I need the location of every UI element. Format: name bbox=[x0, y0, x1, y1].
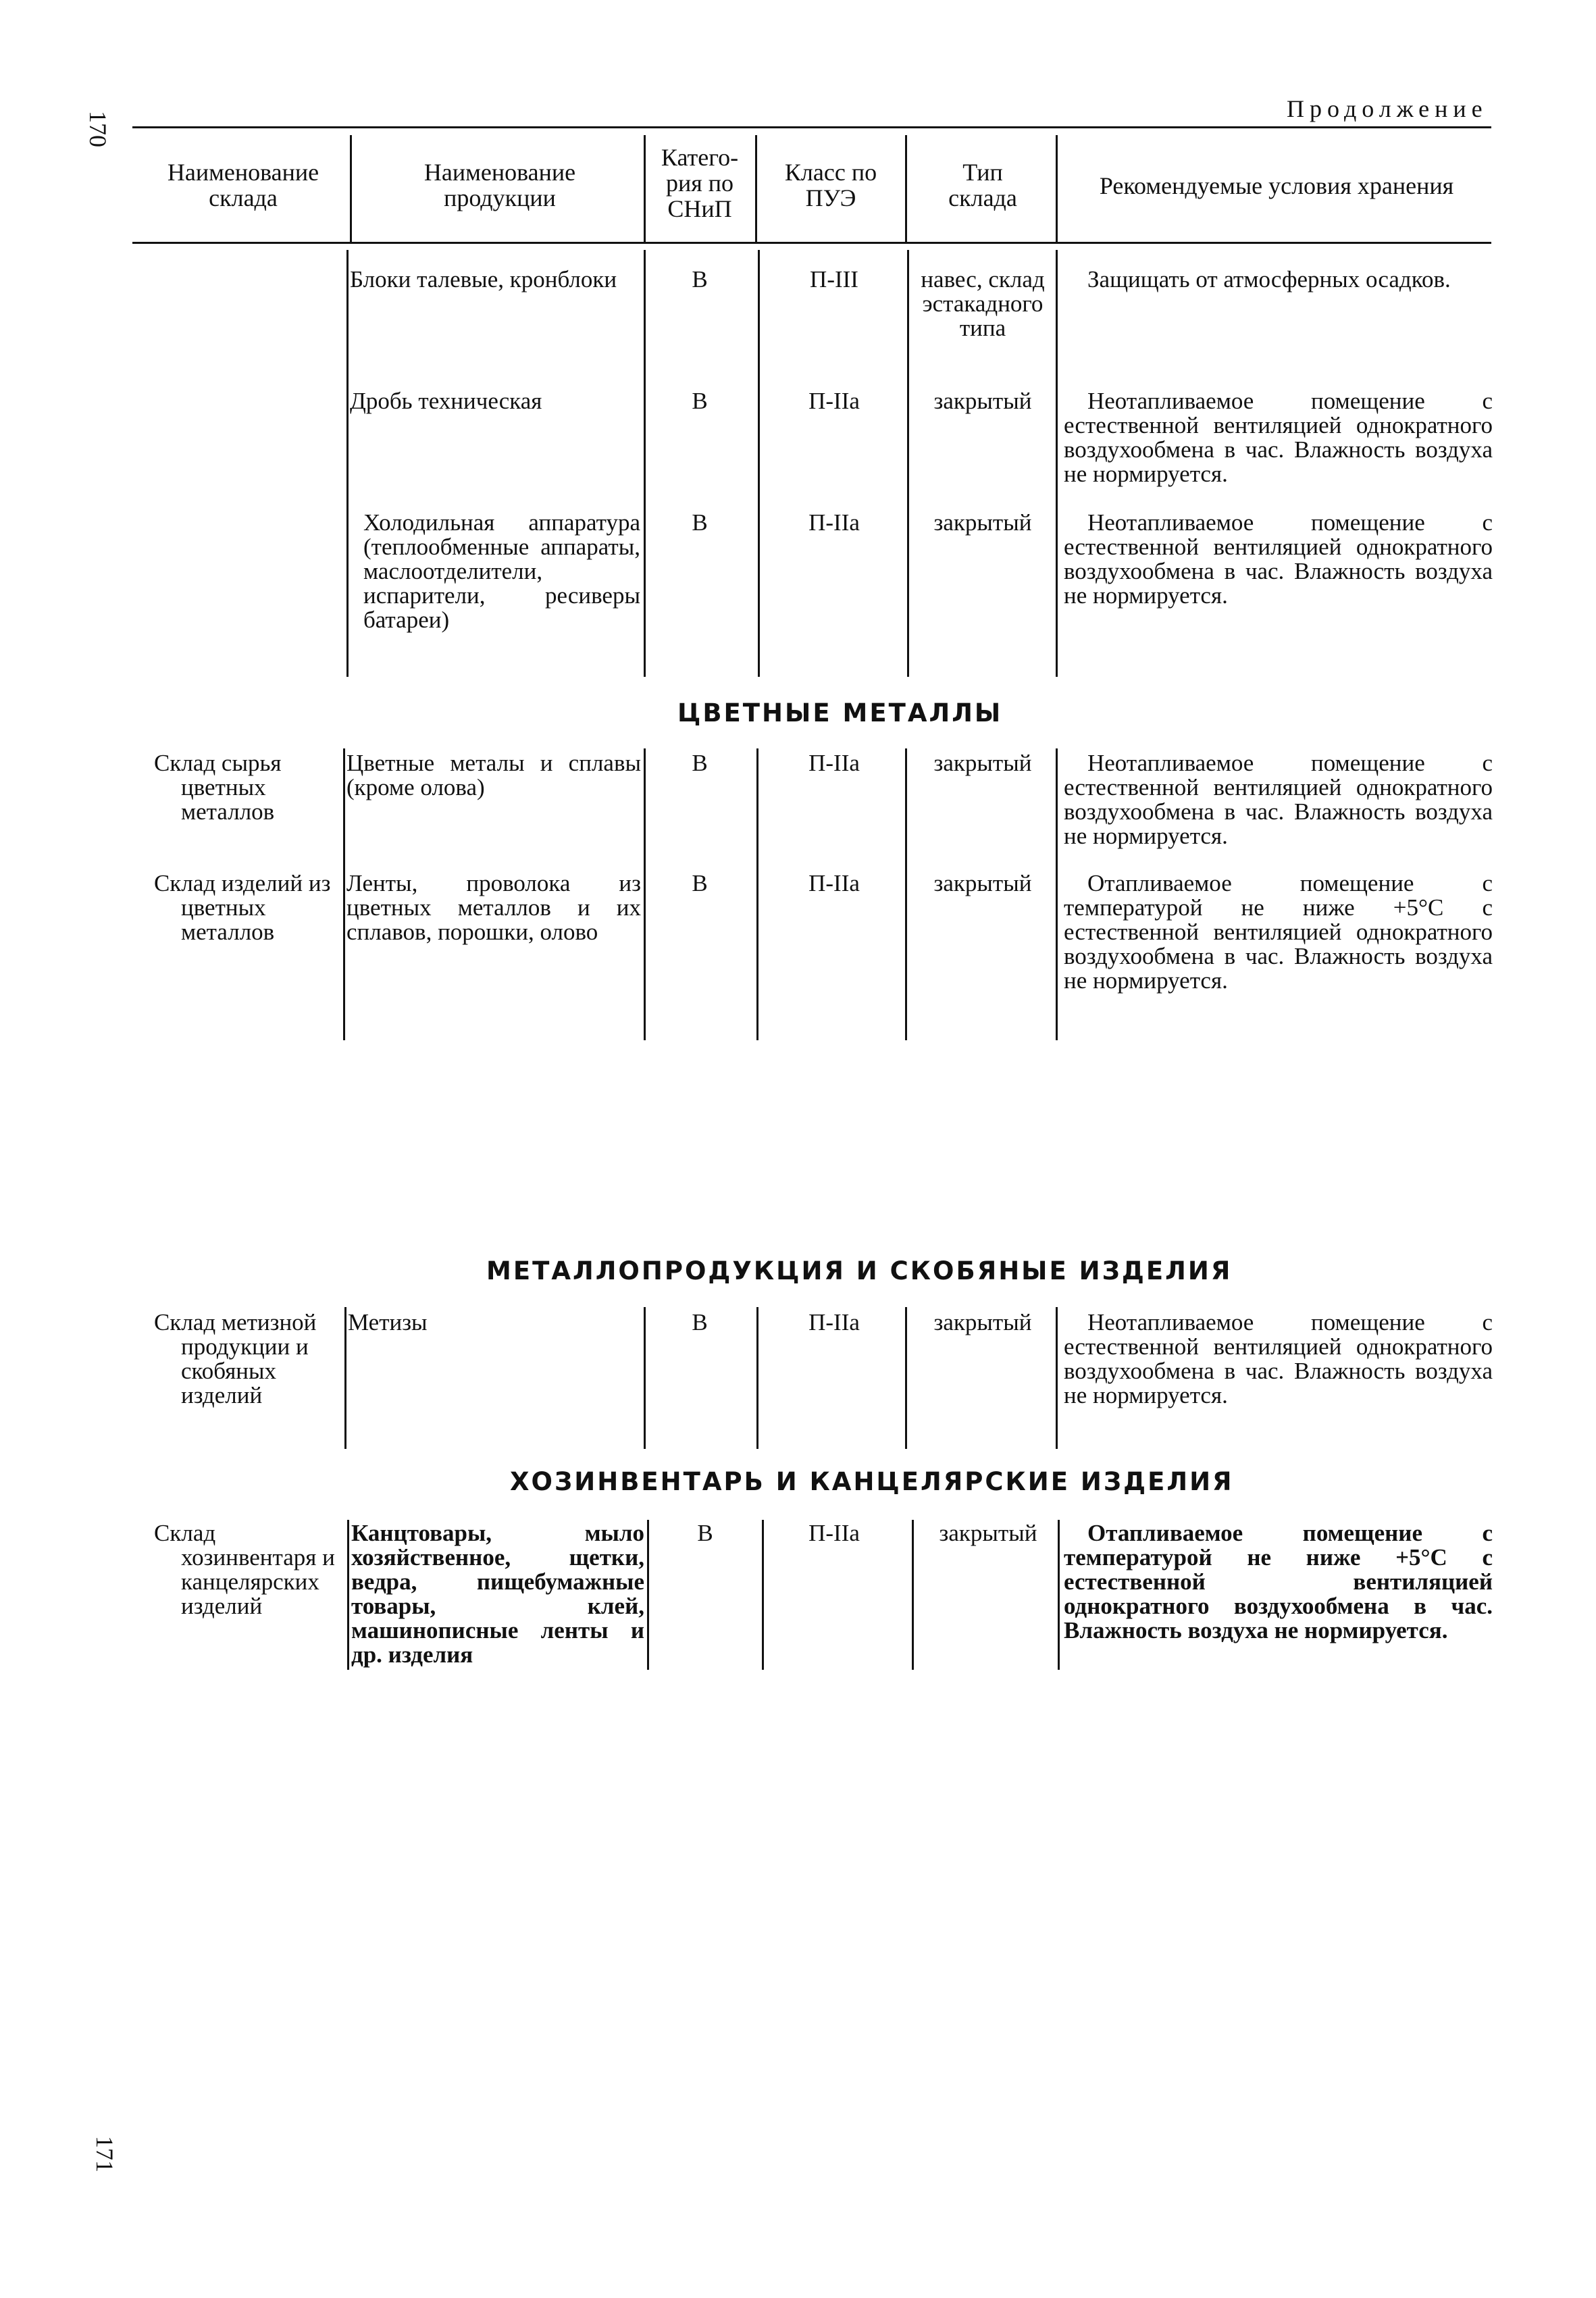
category-cell: В bbox=[692, 388, 708, 414]
type-cell: закрытый bbox=[933, 388, 1032, 414]
category-cell: В bbox=[692, 266, 708, 292]
column-divider bbox=[758, 250, 760, 677]
section-title: ЦВЕТНЫЕ МЕТАЛЛЫ bbox=[677, 698, 1003, 727]
header-type: Тип склада bbox=[948, 159, 1017, 211]
warehouse-text: Склад хозинвентаря и канцелярских изделий bbox=[154, 1520, 335, 1619]
warehouse-cell bbox=[127, 751, 340, 824]
type-cell: закрытый bbox=[939, 1520, 1037, 1546]
type-cell: закрытый bbox=[933, 750, 1032, 776]
section-title: МЕТАЛЛОПРОДУКЦИЯ И СКОБЯНЫЕ ИЗДЕЛИЯ bbox=[486, 1256, 1233, 1285]
header-warehouse: Наименование склада bbox=[167, 159, 319, 211]
column-divider bbox=[756, 748, 758, 1040]
warehouse-cell bbox=[127, 871, 340, 944]
category-cell: В bbox=[692, 1309, 708, 1335]
product-cell: Ленты, проволока из цветных металлов и их сплавов, порошки, олово bbox=[346, 870, 641, 945]
category-cell: В bbox=[692, 509, 708, 536]
conditions-cell: Отапливаемое помещение с температурой не ниже +5°С с естественной вентиляцией однократного воздухообмена в час. Влажность воздуха не нормируется. bbox=[1064, 870, 1493, 994]
type-cell: закрытый bbox=[933, 870, 1032, 896]
warehouse-text: Склад сырья цветных металлов bbox=[154, 750, 282, 825]
header-product: Наименование продукции bbox=[423, 159, 576, 211]
column-divider bbox=[346, 250, 349, 677]
column-divider bbox=[644, 250, 646, 677]
header-class: Класс по ПУЭ bbox=[784, 159, 877, 211]
class-cell: П-IIа bbox=[808, 870, 860, 896]
conditions-cell: Неотапливаемое помещение с естественной вентиляцией однократного воздухообмена в час. Влажность воздуха не нормируется. bbox=[1064, 750, 1493, 849]
column-divider bbox=[344, 1307, 346, 1449]
conditions-cell: Отапливаемое помещение с температурой не ниже +5°С с естественной вентиляцией однократного воздухообмена в час. Влажность воздуха не нормируется. bbox=[1064, 1520, 1493, 1643]
section-title: ХОЗИНВЕНТАРЬ И КАНЦЕЛЯРСКИЕ ИЗДЕЛИЯ bbox=[510, 1467, 1234, 1496]
header-divider bbox=[755, 135, 757, 242]
column-divider bbox=[644, 1307, 646, 1449]
product-cell: Блоки талевые, кронблоки bbox=[350, 266, 617, 292]
class-cell: П-III bbox=[810, 266, 858, 292]
column-divider bbox=[905, 748, 907, 1040]
type-cell: навес, склад эстакадного типа bbox=[921, 266, 1045, 341]
warehouse-text: Склад метизной продукции и скобяных изделий bbox=[154, 1309, 317, 1408]
header-bottom-rule bbox=[132, 242, 1491, 244]
conditions-cell: Неотапливаемое помещение с естественной вентиляцией однократного воздухообмена в час. Влажность воздуха не нормируется. bbox=[1064, 1309, 1493, 1408]
product-cell: Метизы bbox=[348, 1309, 428, 1335]
class-cell: П-IIа bbox=[808, 1309, 860, 1335]
product-cell: Канцтовары, мыло хозяйственное, щетки, ведра, пищебумажные товары, клей, машинописные ленты и др. изделия bbox=[351, 1520, 644, 1668]
page-number-right: 171 bbox=[91, 2136, 118, 2172]
type-cell: закрытый bbox=[933, 509, 1032, 536]
class-cell: П-IIа bbox=[808, 509, 860, 536]
warehouse-cell bbox=[127, 1521, 343, 1618]
column-divider bbox=[756, 1307, 758, 1449]
warehouse-text: Склад изделий из цветных металлов bbox=[154, 870, 331, 945]
column-divider bbox=[347, 1520, 349, 1670]
column-divider bbox=[644, 748, 646, 1040]
header-category: Катего-рия по СНиП bbox=[661, 144, 739, 222]
column-divider bbox=[1056, 748, 1058, 1040]
header-conditions: Рекомендуемые условия хранения bbox=[1099, 172, 1454, 199]
product-cell: Дробь техническая bbox=[350, 388, 542, 414]
column-divider bbox=[343, 748, 345, 1040]
conditions-cell: Неотапливаемое помещение с естественной вентиляцией однократного воздухообмена в час. Влажность воздуха не нормируется. bbox=[1064, 509, 1493, 609]
product-cell: Холодильная аппаратура (теплообменные аппараты, маслоотделители, испарители, ресиверы батареи) bbox=[363, 509, 640, 633]
conditions-cell: Неотапливаемое помещение с естественной вентиляцией однократного воздухообмена в час. Влажность воздуха не нормируется. bbox=[1064, 388, 1493, 487]
column-divider bbox=[1056, 1307, 1058, 1449]
conditions-cell: Защищать от атмосферных осадков. bbox=[1087, 266, 1451, 292]
category-cell: В bbox=[697, 1520, 713, 1546]
column-divider bbox=[647, 1520, 649, 1670]
column-divider bbox=[905, 1307, 907, 1449]
column-divider bbox=[1058, 1520, 1060, 1670]
category-cell: В bbox=[692, 750, 708, 776]
warehouse-cell bbox=[127, 1310, 340, 1408]
header-top-rule bbox=[132, 126, 1491, 128]
column-divider bbox=[912, 1520, 914, 1670]
product-cell: Цветные металы и сплавы (кроме олова) bbox=[346, 750, 641, 800]
header-divider bbox=[905, 135, 907, 242]
column-divider bbox=[1056, 250, 1058, 677]
continuation-label: Продолжение bbox=[1287, 95, 1488, 122]
header-divider bbox=[1056, 135, 1058, 242]
page-number-left: 170 bbox=[84, 111, 111, 147]
class-cell: П-IIа bbox=[808, 750, 860, 776]
column-divider bbox=[907, 250, 909, 677]
header-divider bbox=[644, 135, 646, 242]
type-cell: закрытый bbox=[933, 1309, 1032, 1335]
column-divider bbox=[762, 1520, 764, 1670]
class-cell: П-IIа bbox=[808, 1520, 860, 1546]
category-cell: В bbox=[692, 870, 708, 896]
header-divider bbox=[350, 135, 352, 242]
class-cell: П-IIа bbox=[808, 388, 860, 414]
